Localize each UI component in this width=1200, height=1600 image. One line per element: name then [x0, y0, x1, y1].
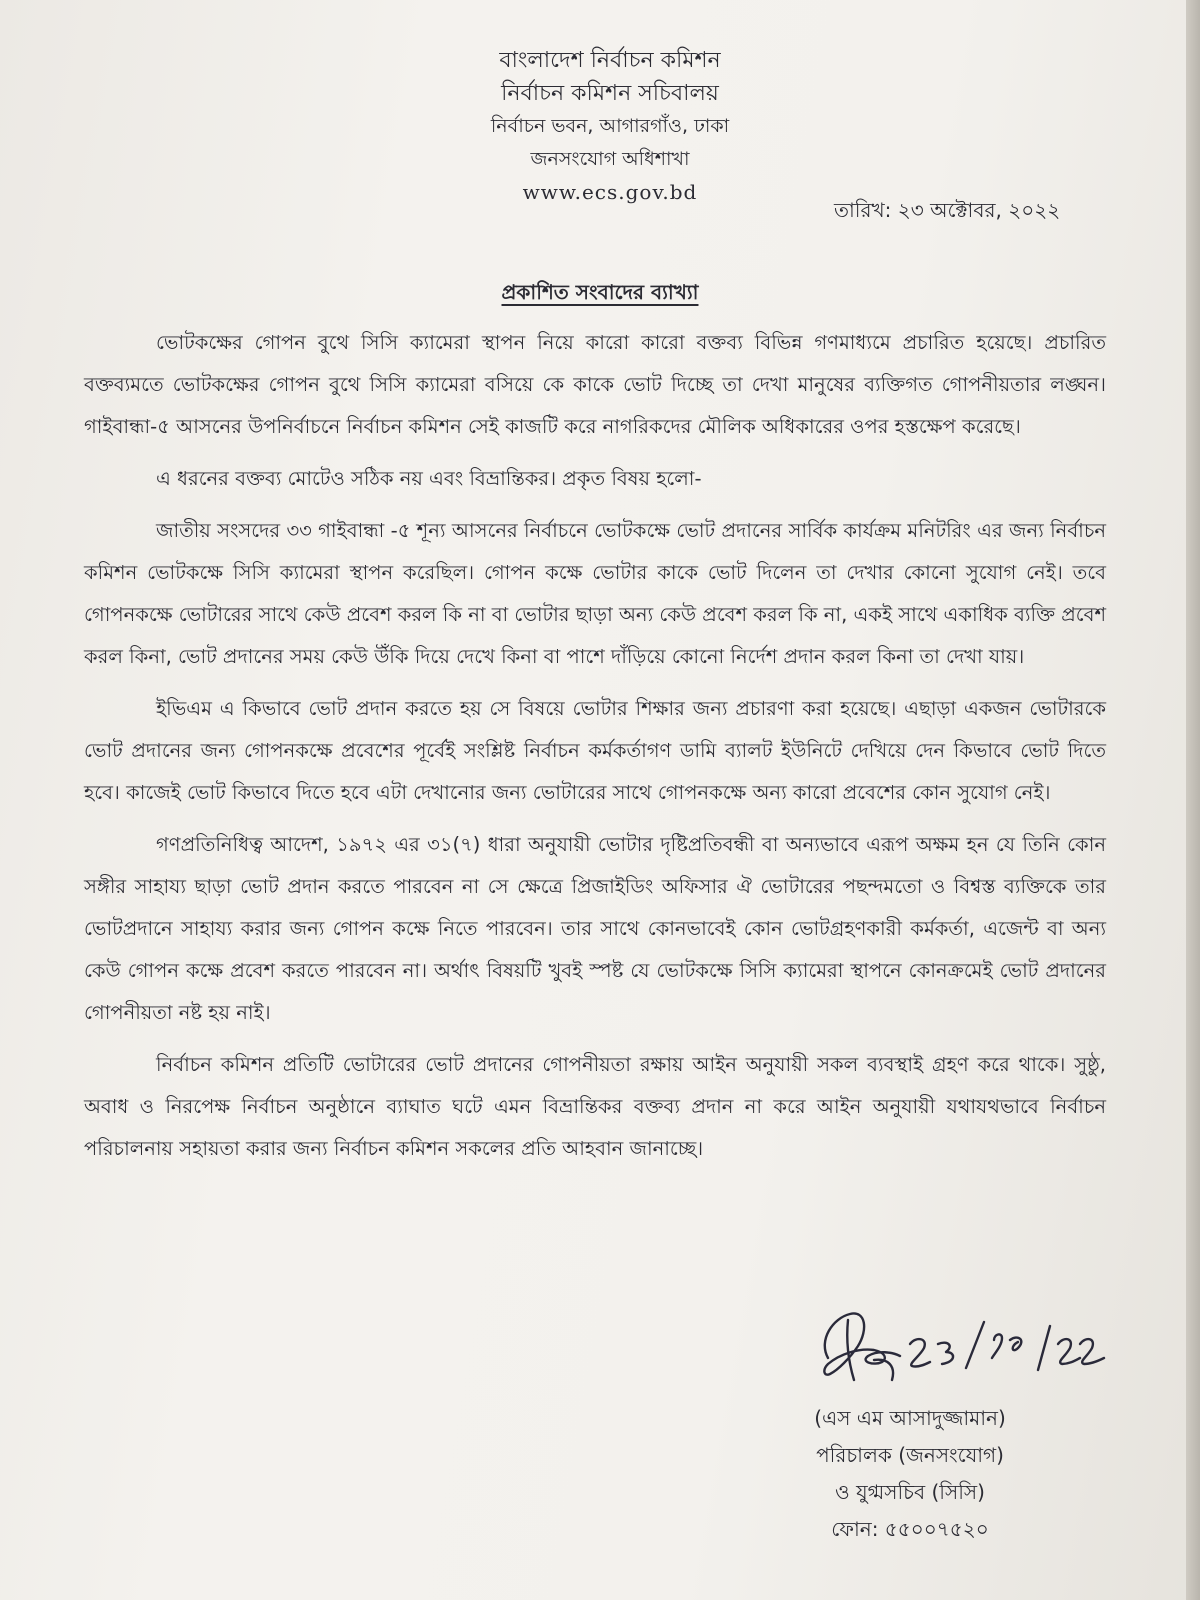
- org-name: বাংলাদেশ নির্বাচন কমিশন: [499, 48, 721, 73]
- paragraph-5: গণপ্রতিনিধিত্ব আদেশ, ১৯৭২ এর ৩১(৭) ধারা অনুযায়ী ভোটার দৃষ্টিপ্রতিবন্ধী বা অন্যভাবে এরূপ অক্ষম হন যে তিনি কোন সঙ্গীর সাহায্য ছাড়া ভোট প্রদান করতে পারবেন না সে ক্ষেত্রে প্রিজাইডিং অফিসার ঐ ভোটারের পছন্দমতো ও বিশ্বস্ত ব্যক্তিকে তার ভোটপ্রদানে সাহায্য করার জন্য গোপন কক্ষে নিতে পারবেন। তার সাথে কোনভাবেই কোন ভোটগ্রহণকারী কর্মকর্তা, এজেন্ট বা অন্য কেউ গোপন কক্ষে প্রবেশ করতে পারবেন না। অর্থাৎ বিষয়টি খুবই স্পষ্ট যে ভোটকক্ষে সিসি ক্যামেরা স্থাপনে কোনক্রমেই ভোট প্রদানের গোপনীয়তা নষ্ট হয় নাই।: [84, 833, 1106, 1024]
- letterhead: [0, 44, 1200, 209]
- document-title: প্রকাশিত সংবাদের ব্যাখ্যা: [501, 280, 699, 304]
- signatory-block: [760, 1400, 1060, 1548]
- paragraph-1: ভোটকক্ষের গোপন বুথে সিসি ক্যামেরা স্থাপন নিয়ে কারো কারো বক্তব্য বিভিন্ন গণমাধ্যমে প্রচারিত হয়েছে। প্রচারিত বক্তব্যমতে ভোটকক্ষের গোপন বুথে সিসি ক্যামেরা বসিয়ে কে কাকে ভোট দিচ্ছে তা দেখা মানুষের ব্যক্তিগত গোপনীয়তার লঙ্ঘন। গাইবান্ধা-৫ আসনের উপনির্বাচনে নির্বাচন কমিশন সেই কাজটি করে নাগরিকদের মৌলিক অধিকারের ওপর হস্তক্ষেপ করেছে।: [84, 331, 1106, 438]
- department: জনসংযোগ অধিশাখা: [530, 148, 690, 170]
- paragraph-4: ইভিএম এ কিভাবে ভোট প্রদান করতে হয় সে বিষয়ে ভোটার শিক্ষার জন্য প্রচারণা করা হয়েছে। এছাড়া একজন ভোটারকে ভোট প্রদানের জন্য গোপনকক্ষে প্রবেশের পূর্বেই সংশ্লিষ্ট নির্বাচন কর্মকর্তাগণ ডামি ব্যালট ইউনিটে দেখিয়ে দেন কিভাবে ভোট দিতে হবে। কাজেই ভোট কিভাবে দিতে হবে এটা দেখানোর জন্য ভোটারের সাথে গোপনকক্ষে অন্য কারো প্রবেশের কোন সুযোগ নেই।: [84, 697, 1106, 804]
- document-body: [84, 322, 1106, 1180]
- signatory-name: (এস এম আসাদুজ্জামান): [814, 1406, 1006, 1430]
- paragraph-3: জাতীয় সংসদের ৩৩ গাইবান্ধা -৫ শূন্য আসনের নির্বাচনে ভোটকক্ষে ভোট প্রদানের সার্বিক কার্যক্রম মনিটরিং এর জন্য নির্বাচন কমিশন ভোটকক্ষে সিসি ক্যামেরা স্থাপন করেছিল। গোপন কক্ষে ভোটার কাকে ভোট দিলেন তা দেখার কোনো সুযোগ নেই। তবে গোপনকক্ষে ভোটারের সাথে কেউ প্রবেশ করল কি না বা ভোটার ছাড়া অন্য কেউ প্রবেশ করল কি না, একই সাথে একাধিক ব্যক্তি প্রবেশ করল কিনা, ভোট প্রদানের সময় কেউ উঁকি দিয়ে দেখে কিনা বা পাশে দাঁড়িয়ে কোনো নির্দেশ প্রদান করল কিনা তা দেখা যায়।: [84, 519, 1106, 668]
- signatory-designation: পরিচালক (জনসংযোগ): [816, 1443, 1004, 1467]
- address: নির্বাচন ভবন, আগারগাঁও, ঢাকা: [490, 115, 730, 137]
- signature-drawing: [788, 1300, 1118, 1410]
- paragraph-6: নির্বাচন কমিশন প্রতিটি ভোটারের ভোট প্রদানের গোপনীয়তা রক্ষায় আইন অনুযায়ী সকল ব্যবস্থাই গ্রহণ করে থাকে। সুষ্ঠু, অবাধ ও নিরপেক্ষ নির্বাচন অনুষ্ঠানে ব্যাঘাত ঘটে এমন বিভ্রান্তিকর বক্তব্য প্রদান না করে আইন অনুযায়ী যথাযথভাবে নির্বাচন পরিচালনায় সহায়তা করার জন্য নির্বাচন কমিশন সকলের প্রতি আহবান জানাচ্ছে।: [84, 1053, 1106, 1160]
- secretariat-name: নির্বাচন কমিশন সচিবালয়: [501, 81, 719, 106]
- website: www.ecs.gov.bd: [522, 180, 698, 204]
- page-edge-shadow: [1186, 0, 1200, 1600]
- paragraph-2: এ ধরনের বক্তব্য মোটেও সঠিক নয় এবং বিভ্রান্তিকর। প্রকৃত বিষয় হলো-: [156, 467, 702, 490]
- handwritten-signature: [788, 1300, 1118, 1410]
- signatory-phone: ফোন: ৫৫০০৭৫২০: [831, 1517, 989, 1541]
- document-date: তারিখ: ২৩ অক্টোবর, ২০২২: [834, 198, 1061, 222]
- signatory-designation-2: ও যুগ্মসচিব (সিসি): [835, 1480, 985, 1504]
